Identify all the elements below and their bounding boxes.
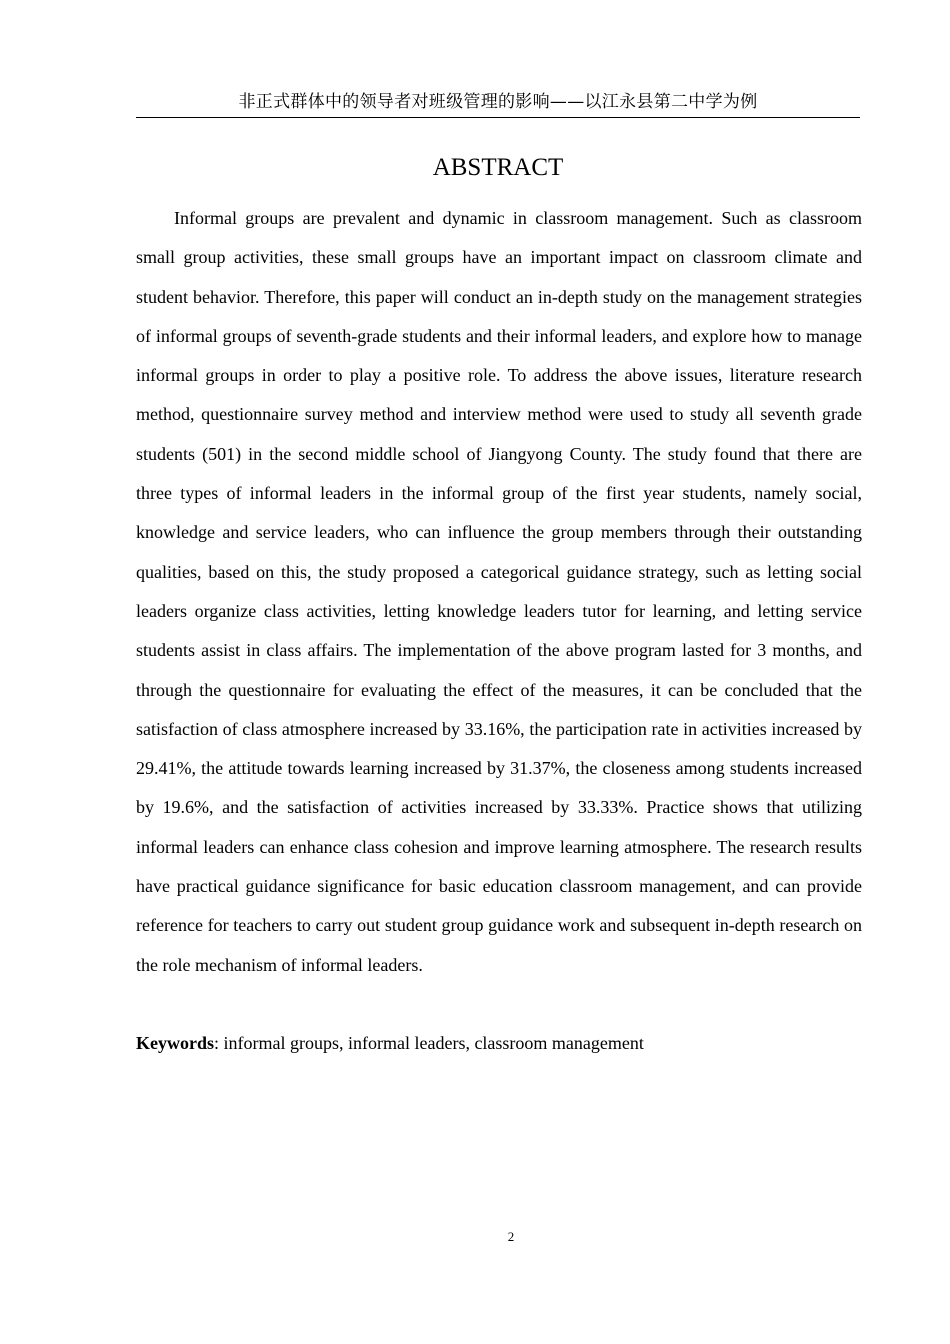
keywords-label: Keywords <box>136 1033 214 1053</box>
keywords-value: informal groups, informal leaders, classroom management <box>219 1033 644 1053</box>
header-rule <box>136 117 860 118</box>
keywords-separator: : <box>214 1033 220 1053</box>
running-header-title: 非正式群体中的领导者对班级管理的影响——以江永县第二中学为例 <box>238 92 758 112</box>
keywords-line <box>136 1024 862 1063</box>
abstract-body-paragraph: Informal groups are prevalent and dynamic in classroom management. Such as classroom small group activities, these small groups have an important impact on classroom climate and student behavior. Therefore, this paper will conduct an in-depth study on the management strategies of informal groups of seventh-grade students and their informal leaders, and explore how to manage informal groups in order to play a positive role. To address the above issues, literature research method, questionnaire survey method and interview method were used to study all seventh grade students (501) in the second middle school of Jiangyong County. The study found that there are three types of informal leaders in the informal group of the first year students, namely social, knowledge and service leaders, who can influence the group members through their outstanding qualities, based on this, the study proposed a categorical guidance strategy, such as letting social leaders organize class activities, letting knowledge leaders tutor for learning, and letting service students assist in class affairs. The implementation of the above program lasted for 3 months, and through the questionnaire for evaluating the effect of the measures, it can be concluded that the satisfaction of class atmosphere increased by 33.16%, the participation rate in activities increased by 29.41%, the attitude towards learning increased by 31.37%, the closeness among students increased by 19.6%, and the satisfaction of activities increased by 33.33%. Practice shows that utilizing informal leaders can enhance class cohesion and improve learning atmosphere. The research results have practical guidance significance for basic education classroom management, and can provide reference for teachers to carry out student group guidance work and subsequent in-depth research on the role mechanism of informal leaders. <box>136 208 862 975</box>
abstract-heading: ABSTRACT <box>432 154 564 181</box>
page-number: 2 <box>507 1229 515 1244</box>
